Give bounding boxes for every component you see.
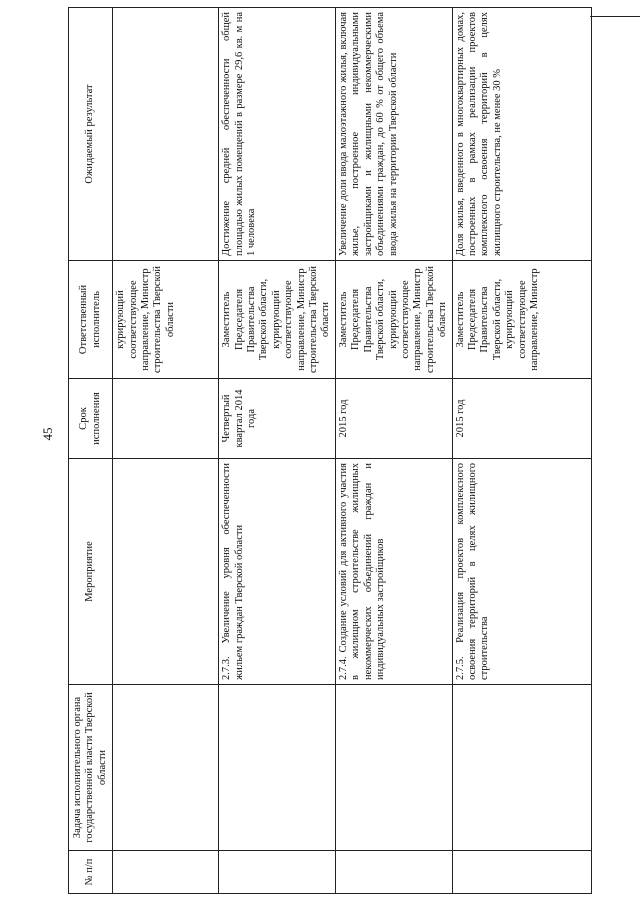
cell-task xyxy=(219,685,336,851)
table-row xyxy=(452,8,591,894)
cell-measure: 2.7.3. Увеличение уровня обеспеченности жильем граждан Тверской области xyxy=(219,459,336,685)
cell-result xyxy=(113,8,219,261)
cell-measure xyxy=(113,459,219,685)
corner-mark xyxy=(590,16,640,17)
cell-result: Увеличение доли ввода малоэтажного жилья, включая жилье, построенное индивидуальными застройщиками и жилищными некоммерческими объединениями граждан, до 60 % от общего объема ввода жилья на территории Тверской области xyxy=(335,8,452,261)
table-row xyxy=(113,8,219,894)
cell-responsible: Заместитель Председателя Правительства Тверской области, курирующий соответствующее направление, Министр xyxy=(452,261,591,379)
cell-term xyxy=(113,379,219,459)
cell-measure: 2.7.5. Реализация проектов комплексного освоения территорий в целях жилищного строительства xyxy=(452,459,591,685)
table-row xyxy=(335,8,452,894)
cell-measure: 2.7.4. Создание условий для активного участия в жилищном строительстве жилищных некоммерческих объединений граждан и индивидуальных застройщиков xyxy=(335,459,452,685)
header-measure: Мероприятие xyxy=(69,459,113,685)
table-frame xyxy=(68,8,573,894)
cell-term: 2015 год xyxy=(452,379,591,459)
cell-result: Достижение средней обеспеченности общей площадью жилых помещений в размере 29,6 кв. м на 1 человека xyxy=(219,8,336,261)
table-row xyxy=(219,8,336,894)
cell-task xyxy=(335,685,452,851)
cell-result: Доля жилья, введенного в многоквартирных домах, построенных в рамках реализации проектов комплексного освоения территорий в целях жилищного строительства, не менее 30 % xyxy=(452,8,591,261)
header-task: Задача исполнительного органа государственной власти Тверской области xyxy=(69,685,113,851)
cell-num xyxy=(452,851,591,894)
cell-responsible: Заместитель Председателя Правительства Тверской области, курирующий соответствующее направление, Министр строительства Тверской области xyxy=(219,261,336,379)
table-header-row xyxy=(69,8,113,894)
page-number: 45 xyxy=(40,427,55,441)
cell-responsible: курирующий соответствующее направление, Министр строительства Тверской области xyxy=(113,261,219,379)
cell-num xyxy=(219,851,336,894)
cell-num xyxy=(113,851,219,894)
header-result: Ожидаемый результат xyxy=(69,8,113,261)
cell-term: 2015 год xyxy=(335,379,452,459)
header-num: № п/п xyxy=(69,851,113,894)
header-responsible: Ответственный исполнитель xyxy=(69,261,113,379)
cell-responsible: Заместитель Председателя Правительства Тверской области, курирующий соответствующее направление, Министр строительства Тверской области xyxy=(335,261,452,379)
header-term: Срок исполнения xyxy=(69,379,113,459)
measures-table xyxy=(68,7,592,894)
cell-task xyxy=(113,685,219,851)
cell-term: Четвертый квартал 2014 года xyxy=(219,379,336,459)
cell-num xyxy=(335,851,452,894)
cell-task xyxy=(452,685,591,851)
